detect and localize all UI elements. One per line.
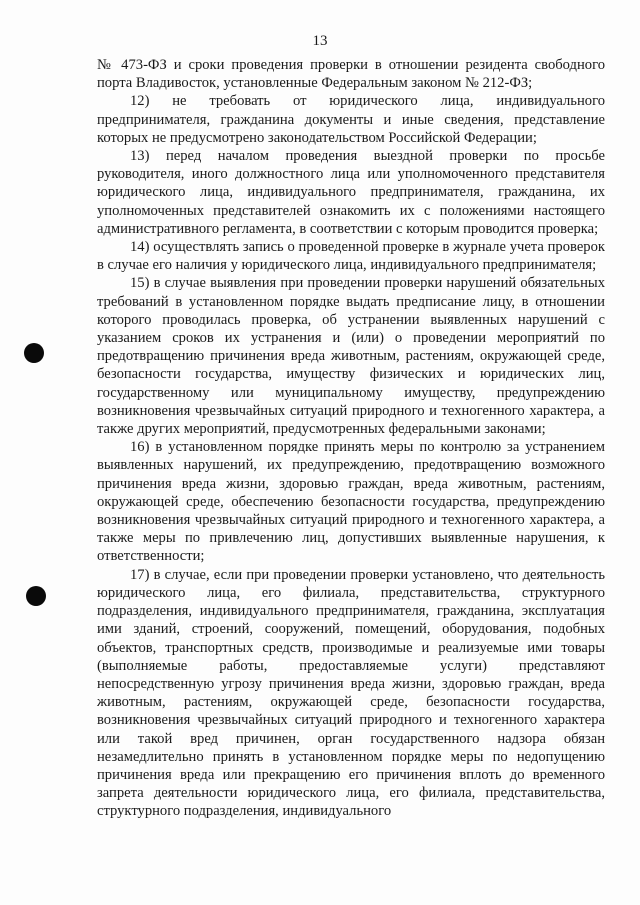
paragraph-item-16: 16) в установленном порядке принять меры по контролю за устранением выявленных нарушений, их предупреждению, предотвращению возможного причинения вреда жизни, здоровью граждан, вреда животным, растениям, окружающей среде, обеспечению безопасности государства, предупреждению возникновения чрезвычайных ситуаций природного и техногенного характера, а также меры по привлечению лиц, допустивших выявленные нарушения, к ответственности; [97, 439, 605, 565]
paragraph-item-12: 12) не требовать от юридического лица, индивидуального предпринимателя, гражданина документы и иные сведения, представление которых не предусмотрено законодательством Российской Федерации; [97, 93, 605, 146]
page-number: 13 [312, 33, 328, 49]
punch-hole-bottom [26, 586, 46, 606]
paragraph-item-14: 14) осуществлять запись о проведенной проверке в журнале учета проверок в случае его наличия у юридического лица, индивидуального предпринимателя; [97, 239, 605, 274]
document-body [97, 56, 605, 821]
paragraph-item-15: 15) в случае выявления при проведении проверки нарушений обязательных требований в установленном порядке выдать предписание лицу, в отношении которого проводилась проверка, об устранении выявленных нарушений с указанием сроков их устранения и (или) о проведении мероприятий по предотвращению причинения вреда животным, растениям, окружающей среде, безопасности государства, имуществу физических и юридических лиц, государственному или муниципальному имуществу, предупреждению возникновения чрезвычайных ситуаций природного и техногенного характера, а также других мероприятий, предусмотренных федеральными законами; [97, 275, 605, 438]
paragraph-continuation: № 473-ФЗ и сроки проведения проверки в отношении резидента свободного порта Владивосток, установленные Федеральным законом № 212-ФЗ; [97, 57, 605, 92]
paragraph-item-13: 13) перед началом проведения выездной проверки по просьбе руководителя, иного должностного лица или уполномоченного представителя юридического лица, индивидуального предпринимателя, гражданина, их уполномоченных представителей ознакомить их с положениями настоящего административного регламента, в соответствии с которым проводится проверка; [97, 148, 605, 237]
punch-hole-top [24, 343, 44, 363]
paragraph-item-17: 17) в случае, если при проведении проверки установлено, что деятельность юридического лица, его филиала, представительства, структурного подразделения, индивидуального предпринимателя, гражданина, эксплуатация ими зданий, строений, сооружений, помещений, оборудования, подобных объектов, транспортных средств, производимые и реализуемые ими товары (выполняемые работы, предоставляемые услуги) представляют непосредственную угрозу причинения вреда жизни, здоровью граждан, вреда животным, растениям, окружающей среде, безопасности государства, возникновения чрезвычайных ситуаций природного и техногенного характера или такой вред причинен, орган государственного надзора обязан незамедлительно принять в установленном порядке меры по недопущению причинения вреда или прекращению его причинения вплоть до временного запрета деятельности юридического лица, его филиала, представительства, структурного подразделения, индивидуального [97, 566, 605, 820]
